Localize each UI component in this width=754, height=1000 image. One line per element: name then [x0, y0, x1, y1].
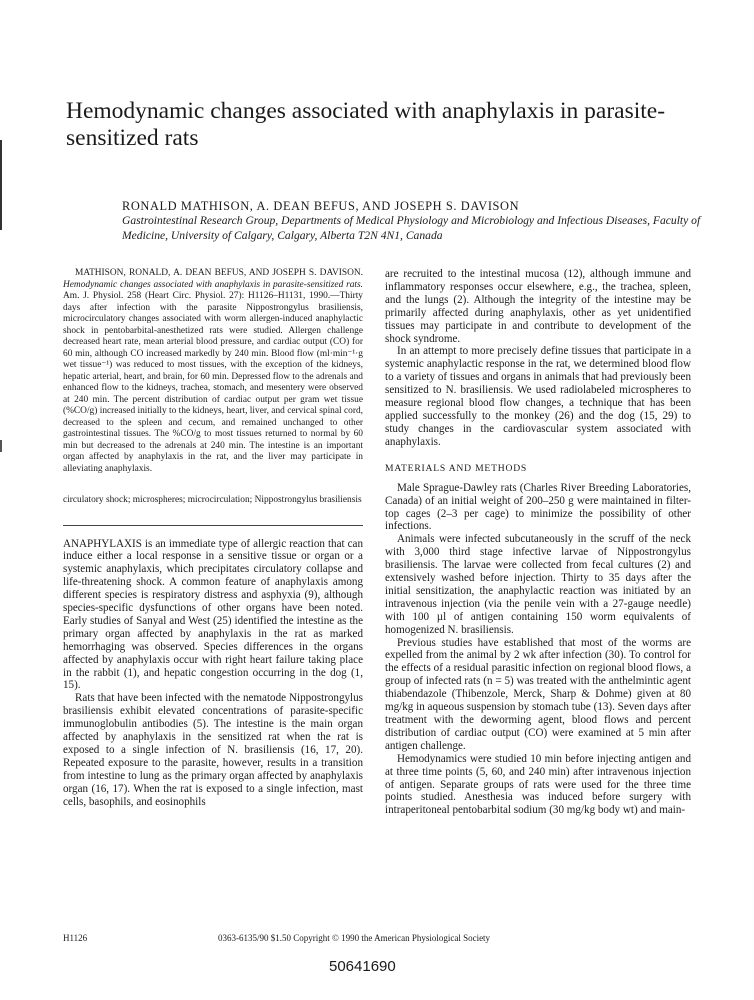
section-divider [63, 525, 363, 526]
intro-paragraph-1 [63, 538, 363, 693]
left-column [63, 268, 363, 809]
author-affiliation: Gastrointestinal Research Group, Departments of Medical Physiology and Microbiology and Infectious Diseases, Faculty of Medicine, University of Calgary, Calgary, Alberta T2N 4N1, Canada [122, 214, 701, 242]
methods-paragraph-4: Hemodynamics were studied 10 min before injecting antigen and at three time points (5, 60, and 240 min) after intravenous injection of antigen. Separate groups of rats were used for the three time points studied. Anesthesia was induced before surgery with intraperitoneal pentobarbital sodium (30 mg/kg body wt) and main- [385, 752, 691, 817]
abstract-text: Thirty days after infection with the parasite Nippostrongylus brasiliensis, microcirculatory changes associated with worm allergen-induced anaphylactic shock in pentobarbital-anesthetized rats were studied. Allergen challenge decreased heart rate, mean arterial blood pressure, and cardiac output (CO) for 60 min, although CO increased markedly by 240 min. Blood flow (ml·min⁻¹·g wet tissue⁻¹) was reduced to most tissues, with the exception of the kidneys, hepatic arterial, heart, and brain, for 60 min. Depressed flow to the adrenals and enhanced flow to the kidneys, trachea, stomach, and mesentery were observed at 240 min. The percent distribution of cardiac output per gram wet tissue (%CO/g) increased initially to the kidneys, heart, liver, and cervical spinal cord, decreased to the spleen and cecum, and remained unchanged to other gastrointestinal tissues. The %CO/g to most tissues returned to normal by 60 min but decreased to the adrenals at 240 min. The intestine is an important organ affected by anaphylaxis in the rat, and the liver may participate in alleviating anaphylaxis. [63, 291, 363, 474]
abstract [63, 268, 363, 475]
article-title: Hemodynamic changes associated with anaphylaxis in parasite-sensitized rats [66, 98, 666, 151]
methods-paragraph-1: Male Sprague-Dawley rats (Charles River Breeding Laboratories, Canada) of an initial weight of 200–250 g were maintained in filter-top cages (2–3 per cage) to minimize the possibility of other infections. [385, 481, 691, 533]
right-column [385, 268, 691, 817]
scan-margin-mark [0, 140, 2, 230]
keywords: circulatory shock; microspheres; microcirculation; Nippostrongylus brasiliensis [63, 495, 362, 505]
methods-paragraph-3: Previous studies have established that most of the worms are expelled from the animal by 2 wk after infection (30). To control for the effects of a residual parasitic infection on regional blood flows, a group of infected rats (n = 5) was treated with the anthelmintic agent thiabendazole (Thibenzole, Merck, Sharp & Dohme) given at 80 mg/kg in aqueous suspension by stomach tube (13). Seven days after treatment with the deworming agent, blood flows and percent distribution of cardiac output (CO) were examined at 5 min after antigen challenge. [385, 636, 691, 752]
intro-paragraph-1-text: is an immediate type of allergic reaction that can induce either a local response in a sensitive tissue or organ or a systemic anaphylaxis, which precipitates circulatory collapse and life-threatening shock. A common feature of anaphylaxis among different species is respiratory distress and asphyxia (9), although species-specific dysfunctions of other organs have been noted. Early studies of Sanyal and West (25) identified the intestine as the primary organ affected by anaphylaxis in the rat as marked hemorrhaging was observed. Species differences in the organs affected by anaphylaxis occur with right heart failure taking place in the rabbit (1), and hepatic congestion occurring in the dog (1, 15). [63, 537, 363, 692]
intro-paragraph-3: are recruited to the intestinal mucosa (12), although immune and inflammatory responses occur elsewhere, e.g., the trachea, spleen, and the lungs (2). Although the integrity of the intestine may be primarily affected during anaphylaxis, other as yet unidentified tissues may participate in and contribute to development of the shock syndrome. [385, 268, 691, 345]
methods-heading: MATERIALS AND METHODS [385, 462, 528, 474]
abstract-title: Hemodynamic changes associated with anaphylaxis in parasite-sensitized rats. [63, 279, 363, 290]
abstract-authors: MATHISON, RONALD, A. DEAN BEFUS, AND JOSEPH S. DAVISON. [75, 268, 363, 278]
page-number: H1126 [63, 933, 88, 943]
scan-margin-tick [0, 440, 2, 452]
author-list: RONALD MATHISON, A. DEAN BEFUS, AND JOSEPH S. DAVISON [122, 199, 520, 213]
document-id: 50641690 [329, 958, 396, 975]
copyright-line: 0363-6135/90 $1.50 Copyright © 1990 the American Physiological Society [218, 933, 491, 943]
intro-paragraph-2: Rats that have been infected with the nematode Nippostrongylus brasiliensis exhibit elevated concentrations of parasite-specific immunoglobulin antibodies (5). The intestine is the main organ affected by anaphylaxis in the sensitized rat when the rat is exposed to a single infection of N. brasiliensis (16, 17, 20). Repeated exposure to the parasite, however, results in a transition from intestine to lung as the primary organ affected by anaphylaxis organ (16, 17). When the rat is exposed to a single infection, mast cells, basophils, and eosinophils [63, 692, 363, 808]
abstract-citation: Am. J. Physiol. 258 (Heart Circ. Physiol. 27): H1126–H1131, 1990.— [63, 291, 340, 301]
intro-lead-word: ANAPHYLAXIS [63, 537, 142, 550]
intro-paragraph-4: In an attempt to more precisely define tissues that participate in a systemic anaphylactic response in the rat, we determined blood flow to a variety of tissues and organs in animals that had previously been sensitized to N. brasiliensis. We used radiolabeled microspheres to measure regional blood flow changes, a technique that has been applied successfully to the monkey (26) and the dog (15, 29) to study changes in the cardiovascular system associated with anaphylaxis. [385, 345, 691, 448]
methods-paragraph-2: Animals were infected subcutaneously in the scruff of the neck with 3,000 third stage infective larvae of Nippostrongylus brasiliensis. The larvae were collected from fecal cultures (2) and extensively washed before injection. Thirty to 35 days after the initial sensitization, the anaphylactic reaction was initiated by an intravenous injection (via the penile vein with a 27-gauge needle) with 100 µl of antigen containing 150 worm equivalents of homogenized N. brasiliensis. [385, 533, 691, 636]
